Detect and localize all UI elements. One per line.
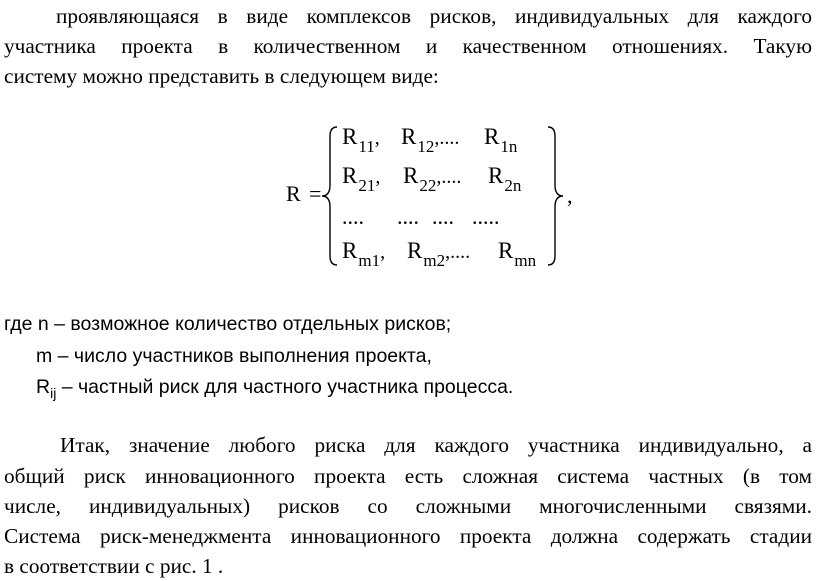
matrix-dots-1: .... <box>342 204 364 229</box>
matrix-cell-r1n: $R_{1n}$ <box>484 124 518 156</box>
intro-line-1: проявляющаяся в виде комплексов рисков, индивидуальных для каждого <box>56 4 812 28</box>
rij-rest: – частный риск для частного участника процесса. <box>56 376 514 398</box>
rij-base: R <box>36 376 51 398</box>
formula-equals: = <box>309 181 322 206</box>
matrix-dots-2: .... <box>397 204 419 229</box>
main-line-5: в соответствии с рис. 1 . <box>4 554 224 578</box>
matrix-cell-rm1: $R_{m1}$, <box>342 238 386 270</box>
definition-n: где n – возможное количество отдельных рисков; <box>4 313 452 335</box>
definition-m: m – число участников выполнения проекта, <box>36 345 432 367</box>
rij-subscript: ij <box>50 384 57 401</box>
matrix-cell-r12: $R_{12}$,.... <box>401 124 460 156</box>
formula-lhs: R <box>286 181 301 206</box>
matrix-dots-4: ..... <box>472 204 500 229</box>
definition-rij <box>36 374 816 406</box>
intro-line-2: участника проекта в количественном и качественном отношениях. Такую <box>4 34 812 58</box>
matrix-cell-rmn: $R_{mn}$ <box>498 238 537 270</box>
matrix-cell-r22: $R_{22}$,.... <box>403 163 462 195</box>
matrix-cell-rm2: $R_{m2}$,.... <box>407 238 471 270</box>
main-line-1: Итак, значение любого риска для каждого участника индивидуально, а <box>60 433 812 457</box>
main-line-4: Система риск-менеджмента инновационного проекта должна содержать стадии <box>4 524 812 548</box>
main-line-2: общий риск инновационного проекта есть сложная система частных (в том <box>4 464 812 488</box>
matrix-cell-r21: $R_{21}$, <box>342 163 381 195</box>
matrix-cell-r2n: $R_{2n}$ <box>488 163 522 195</box>
intro-line-3: систему можно представить в следующем виде: <box>4 64 439 88</box>
matrix-dots-3: .... <box>432 204 454 229</box>
formula-trailing-comma: , <box>567 183 573 208</box>
main-line-3: числе, индивидуальных) рисков со сложными многочисленными связями. <box>4 494 812 518</box>
matrix-cell-r11: $R_{11}$, <box>342 124 380 156</box>
